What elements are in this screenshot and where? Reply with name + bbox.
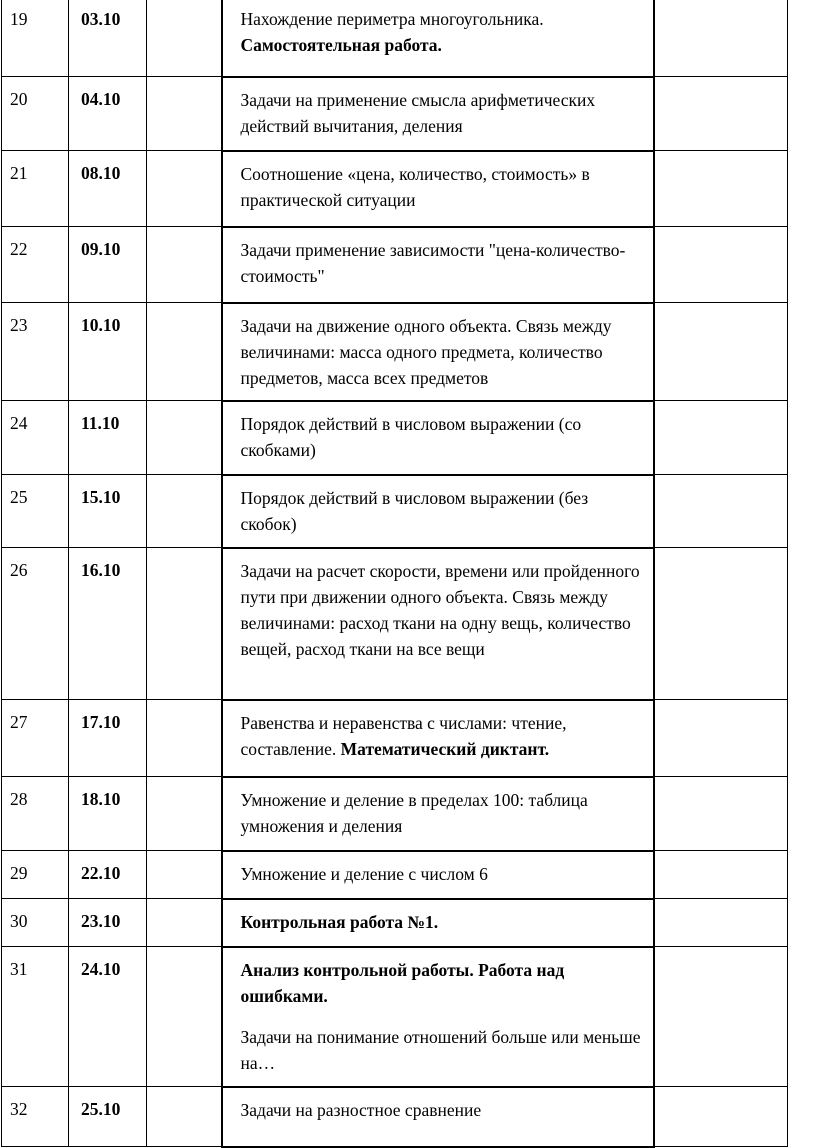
empty-cell bbox=[147, 0, 222, 77]
lesson-topic bbox=[222, 227, 654, 303]
empty-cell bbox=[147, 475, 222, 548]
lesson-number: 19 bbox=[2, 0, 69, 77]
notes-cell bbox=[654, 77, 788, 151]
lesson-number: 30 bbox=[2, 899, 69, 947]
lesson-number: 31 bbox=[2, 947, 69, 1087]
empty-cell bbox=[147, 777, 222, 851]
table-row bbox=[2, 777, 788, 851]
topic-text: Порядок действий в числовом выражении (без скобок) bbox=[240, 487, 589, 534]
lesson-number: 22 bbox=[2, 227, 69, 303]
empty-cell bbox=[147, 1087, 222, 1147]
notes-cell bbox=[654, 303, 788, 401]
lesson-topic bbox=[222, 851, 654, 899]
notes-cell bbox=[654, 151, 788, 227]
lesson-number: 26 bbox=[2, 548, 69, 700]
lesson-number: 21 bbox=[2, 151, 69, 227]
topic-text: Задачи на разностное сравнение bbox=[240, 1099, 482, 1120]
lesson-date: 11.10 bbox=[69, 401, 147, 475]
empty-cell bbox=[147, 401, 222, 475]
table-row bbox=[2, 0, 788, 77]
table-row bbox=[2, 303, 788, 401]
table-row bbox=[2, 851, 788, 899]
empty-cell bbox=[147, 851, 222, 899]
topic-text: Задачи на движение одного объекта. Связь между величинами: масса одного предмета, количество предметов, масса всех предметов bbox=[240, 315, 612, 388]
topic-bold-text: Самостоятельная работа. bbox=[240, 35, 442, 55]
empty-cell bbox=[147, 548, 222, 700]
table-row bbox=[2, 151, 788, 227]
lesson-number: 28 bbox=[2, 777, 69, 851]
lesson-topic bbox=[222, 401, 654, 475]
notes-cell bbox=[654, 227, 788, 303]
lesson-date: 10.10 bbox=[69, 303, 147, 401]
topic-text: Умножение и деление с числом 6 bbox=[240, 863, 488, 884]
lesson-number: 29 bbox=[2, 851, 69, 899]
table-row bbox=[2, 77, 788, 151]
table-row bbox=[2, 227, 788, 303]
notes-cell bbox=[654, 401, 788, 475]
lesson-number: 32 bbox=[2, 1087, 69, 1147]
lesson-topic bbox=[222, 700, 654, 777]
table-row bbox=[2, 899, 788, 947]
table-row bbox=[2, 401, 788, 475]
topic-text: Соотношение «цена, количество, стоимость» в практической ситуации bbox=[240, 163, 590, 210]
lesson-number: 27 bbox=[2, 700, 69, 777]
lesson-date: 16.10 bbox=[69, 548, 147, 700]
lesson-number: 20 bbox=[2, 77, 69, 151]
notes-cell bbox=[654, 851, 788, 899]
empty-cell bbox=[147, 77, 222, 151]
lesson-number: 24 bbox=[2, 401, 69, 475]
topic-text: Нахождение периметра многоугольника. bbox=[240, 9, 544, 29]
lesson-topic bbox=[222, 1087, 654, 1147]
lesson-date: 17.10 bbox=[69, 700, 147, 777]
table-row bbox=[2, 1087, 788, 1147]
notes-cell bbox=[654, 777, 788, 851]
topic-text: Порядок действий в числовом выражении (со скобками) bbox=[240, 413, 582, 460]
lesson-date: 03.10 bbox=[69, 0, 147, 77]
lesson-topic bbox=[222, 947, 654, 1087]
lesson-date: 25.10 bbox=[69, 1087, 147, 1147]
lesson-date: 24.10 bbox=[69, 947, 147, 1087]
topic-text: Задачи применение зависимости "цена-количество-стоимость" bbox=[240, 239, 626, 286]
lesson-date: 04.10 bbox=[69, 77, 147, 151]
lesson-date: 18.10 bbox=[69, 777, 147, 851]
table-row bbox=[2, 475, 788, 548]
topic-bold-text: Контрольная работа №1. bbox=[240, 911, 439, 932]
lesson-date: 22.10 bbox=[69, 851, 147, 899]
empty-cell bbox=[147, 899, 222, 947]
lesson-date: 23.10 bbox=[69, 899, 147, 947]
table-row bbox=[2, 700, 788, 777]
notes-cell bbox=[654, 700, 788, 777]
empty-cell bbox=[147, 947, 222, 1087]
notes-cell bbox=[654, 899, 788, 947]
topic-bold-text: Математический диктант. bbox=[340, 738, 550, 759]
lesson-topic bbox=[222, 151, 654, 227]
notes-cell bbox=[654, 475, 788, 548]
table-row bbox=[2, 947, 788, 1087]
lesson-topic bbox=[222, 77, 654, 151]
empty-cell bbox=[147, 700, 222, 777]
notes-cell bbox=[654, 0, 788, 77]
notes-cell bbox=[654, 947, 788, 1087]
topic-text: Задачи на понимание отношений больше или меньше на… bbox=[240, 1026, 641, 1073]
notes-cell bbox=[654, 548, 788, 700]
empty-cell bbox=[147, 151, 222, 227]
lesson-topic bbox=[222, 899, 654, 947]
topic-text: Умножение и деление в пределах 100: таблица умножения и деления bbox=[240, 789, 588, 836]
lesson-plan-table bbox=[1, 0, 788, 1148]
topic-text: Задачи на применение смысла арифметических действий вычитания, деления bbox=[240, 89, 596, 136]
topic-text: Задачи на расчет скорости, времени или пройденного пути при движении одного объекта. Связь между величинами: расход ткани на одну вещь, количество вещей, расход ткани на все вещи bbox=[240, 560, 640, 659]
lesson-topic bbox=[222, 777, 654, 851]
table-row bbox=[2, 548, 788, 700]
lesson-topic bbox=[222, 548, 654, 700]
empty-cell bbox=[147, 303, 222, 401]
empty-cell bbox=[147, 227, 222, 303]
lesson-date: 08.10 bbox=[69, 151, 147, 227]
lesson-topic bbox=[222, 0, 654, 77]
lesson-topic bbox=[222, 303, 654, 401]
notes-cell bbox=[654, 1087, 788, 1147]
lesson-date: 15.10 bbox=[69, 475, 147, 548]
lesson-number: 23 bbox=[2, 303, 69, 401]
topic-bold-text: Анализ контрольной работы. Работа над ошибками. bbox=[240, 959, 565, 1006]
lesson-topic bbox=[222, 475, 654, 548]
lesson-number: 25 bbox=[2, 475, 69, 548]
topic-text: Равенства и неравенства с числами: чтение, составление. bbox=[240, 712, 567, 759]
lesson-date: 09.10 bbox=[69, 227, 147, 303]
